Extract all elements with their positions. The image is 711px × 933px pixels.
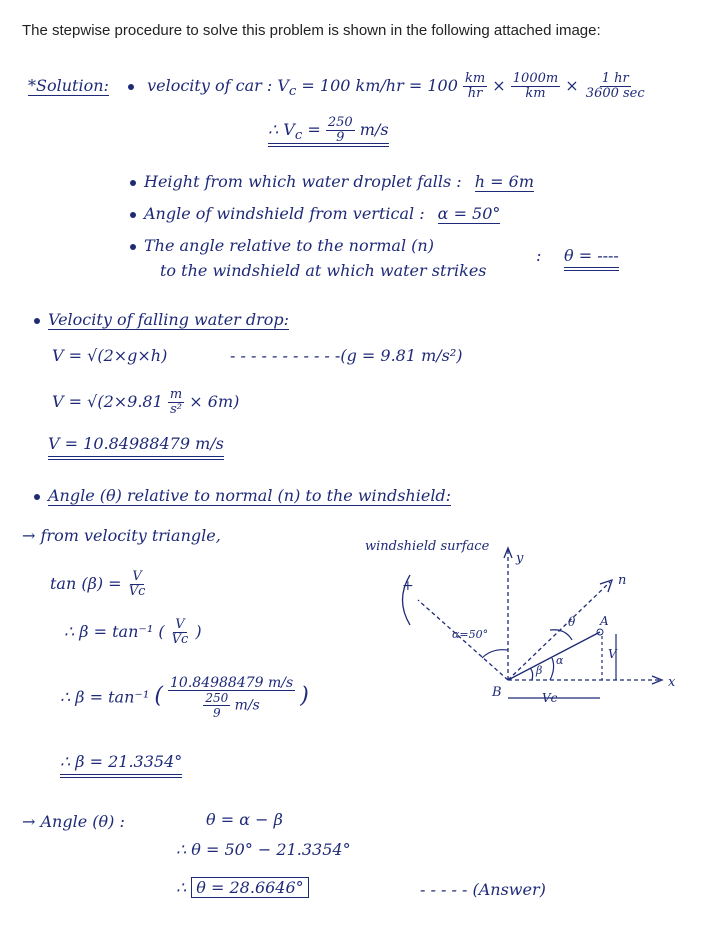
fraction-250-9: $\frac{250}{9}$ [327, 115, 353, 145]
vc-result-unit: m/s [354, 120, 389, 139]
fraction-250-9-small: $\frac{250}{9}$ [205, 691, 229, 720]
fraction-km-hr: $\frac{km}{hr}$ [464, 71, 486, 101]
b-label: B [492, 685, 502, 700]
beta-result: ∴ β = 21.3354° [60, 752, 182, 778]
given-height-label: Height from which water droplet falls : [144, 172, 462, 191]
times-sign: × [492, 76, 506, 95]
vc-result-eq: = [302, 120, 326, 139]
given-theta-line2: to the windshield at which water strikes [160, 261, 487, 280]
beta-line-1: ∴ β = tan⁻¹ ( $\frac{V}{Vc}$ ) [64, 617, 202, 647]
vc-result-sub: c [294, 128, 303, 144]
theta-arc [550, 630, 572, 640]
beta-label: β [536, 664, 543, 677]
fraction-m-s2: $\frac{m}{\text{s²}}$ [169, 387, 183, 417]
given-theta-value: θ = ---- [564, 246, 619, 271]
tan-beta-line: tan (β) = $\frac{V}{Vc}$ [50, 569, 146, 599]
final-heading: → Angle (θ) : [22, 812, 125, 831]
vc-subscript: c [288, 84, 297, 100]
given-height [130, 172, 534, 191]
alpha-eq-label: α=50° [452, 628, 489, 641]
beta-arc [530, 668, 533, 680]
final-line3: ∴ θ = 28.6646° [176, 878, 309, 897]
beta-line-2: ∴ β = tan⁻¹ ( 10.84988479 m/s $\frac{250}{9}$ m/s ) [60, 675, 309, 720]
fraction-m-km: $\frac{1000m}{km}$ [512, 71, 559, 101]
given-theta [130, 236, 434, 255]
given-angle-value: α = 50° [437, 204, 501, 223]
car-velocity-prefix: velocity of car : V [147, 76, 289, 95]
y-label: y [516, 551, 524, 566]
alpha-label: α [556, 654, 564, 667]
alpha-arc-2 [550, 658, 554, 680]
a-label: A [600, 614, 609, 628]
bullet-icon [130, 180, 136, 186]
given-theta-colon: : [536, 246, 542, 265]
given-angle [130, 204, 500, 223]
given-angle-label: Angle of windshield from vertical : [144, 204, 425, 223]
fraction-hr-sec: $\frac{1 hr}{3600 \sec}$ [585, 71, 645, 101]
final-line1: θ = α − β [206, 810, 283, 829]
bullet-icon [130, 244, 136, 250]
x-label: x [668, 675, 676, 690]
times-sign: × [565, 76, 579, 95]
velocity-triangle-diagram [360, 530, 700, 720]
drop-velocity-line1: V = √(2×g×h) [52, 346, 168, 365]
drop-velocity-heading-row [34, 310, 289, 329]
answer-label: - - - - - (Answer) [420, 880, 546, 899]
final-line2: ∴ θ = 50° − 21.3354° [176, 840, 351, 859]
bullet-icon [34, 318, 40, 324]
plus-sign: + [402, 578, 414, 594]
bullet-icon [128, 84, 134, 90]
given-height-value: h = 6m [474, 172, 534, 191]
solution-block [28, 72, 647, 101]
angle-heading: Angle (θ) relative to normal (n) to the windshield: [48, 486, 452, 505]
vc-label: Vc [542, 691, 558, 705]
drop-velocity-heading: Velocity of falling water drop: [48, 310, 290, 329]
solution-label: *Solution: [28, 76, 109, 95]
fraction-v-vc: $\frac{V}{Vc}$ [128, 569, 146, 599]
v-label: V [608, 647, 617, 661]
from-velocity-triangle: → from velocity triangle, [22, 526, 221, 545]
n-label: n [618, 573, 627, 588]
fraction-beta-value: 10.84988479 m/s $\frac{250}{9}$ m/s [170, 675, 294, 720]
bullet-icon [130, 212, 136, 218]
answer-box: θ = 28.6646° [191, 877, 308, 898]
alpha-arc [482, 650, 508, 658]
theta-label: θ [568, 615, 576, 629]
drop-velocity-g-note: - - - - - - - - - - -(g = 9.81 m/s²) [230, 346, 463, 365]
intro-text: The stepwise procedure to solve this problem is shown in the following attached image: [22, 22, 601, 39]
angle-heading-row [34, 486, 451, 505]
resultant-line [508, 632, 600, 680]
windshield-label: windshield surface [365, 539, 490, 554]
car-velocity-expr: = 100 km/hr = 100 [296, 76, 458, 95]
bullet-icon [34, 494, 40, 500]
vc-result-prefix: ∴ V [268, 120, 295, 139]
drop-velocity-line2: V = √(2×9.81 $\frac{m}{\text{s²}}$ × 6m) [52, 387, 240, 417]
vc-result [268, 116, 389, 145]
given-theta-label-1: The angle relative to the normal (n) [144, 236, 434, 255]
drop-velocity-result: V = 10.84988479 m/s [48, 434, 224, 460]
fraction-v-vc-2: $\frac{V}{Vc}$ [171, 617, 189, 647]
